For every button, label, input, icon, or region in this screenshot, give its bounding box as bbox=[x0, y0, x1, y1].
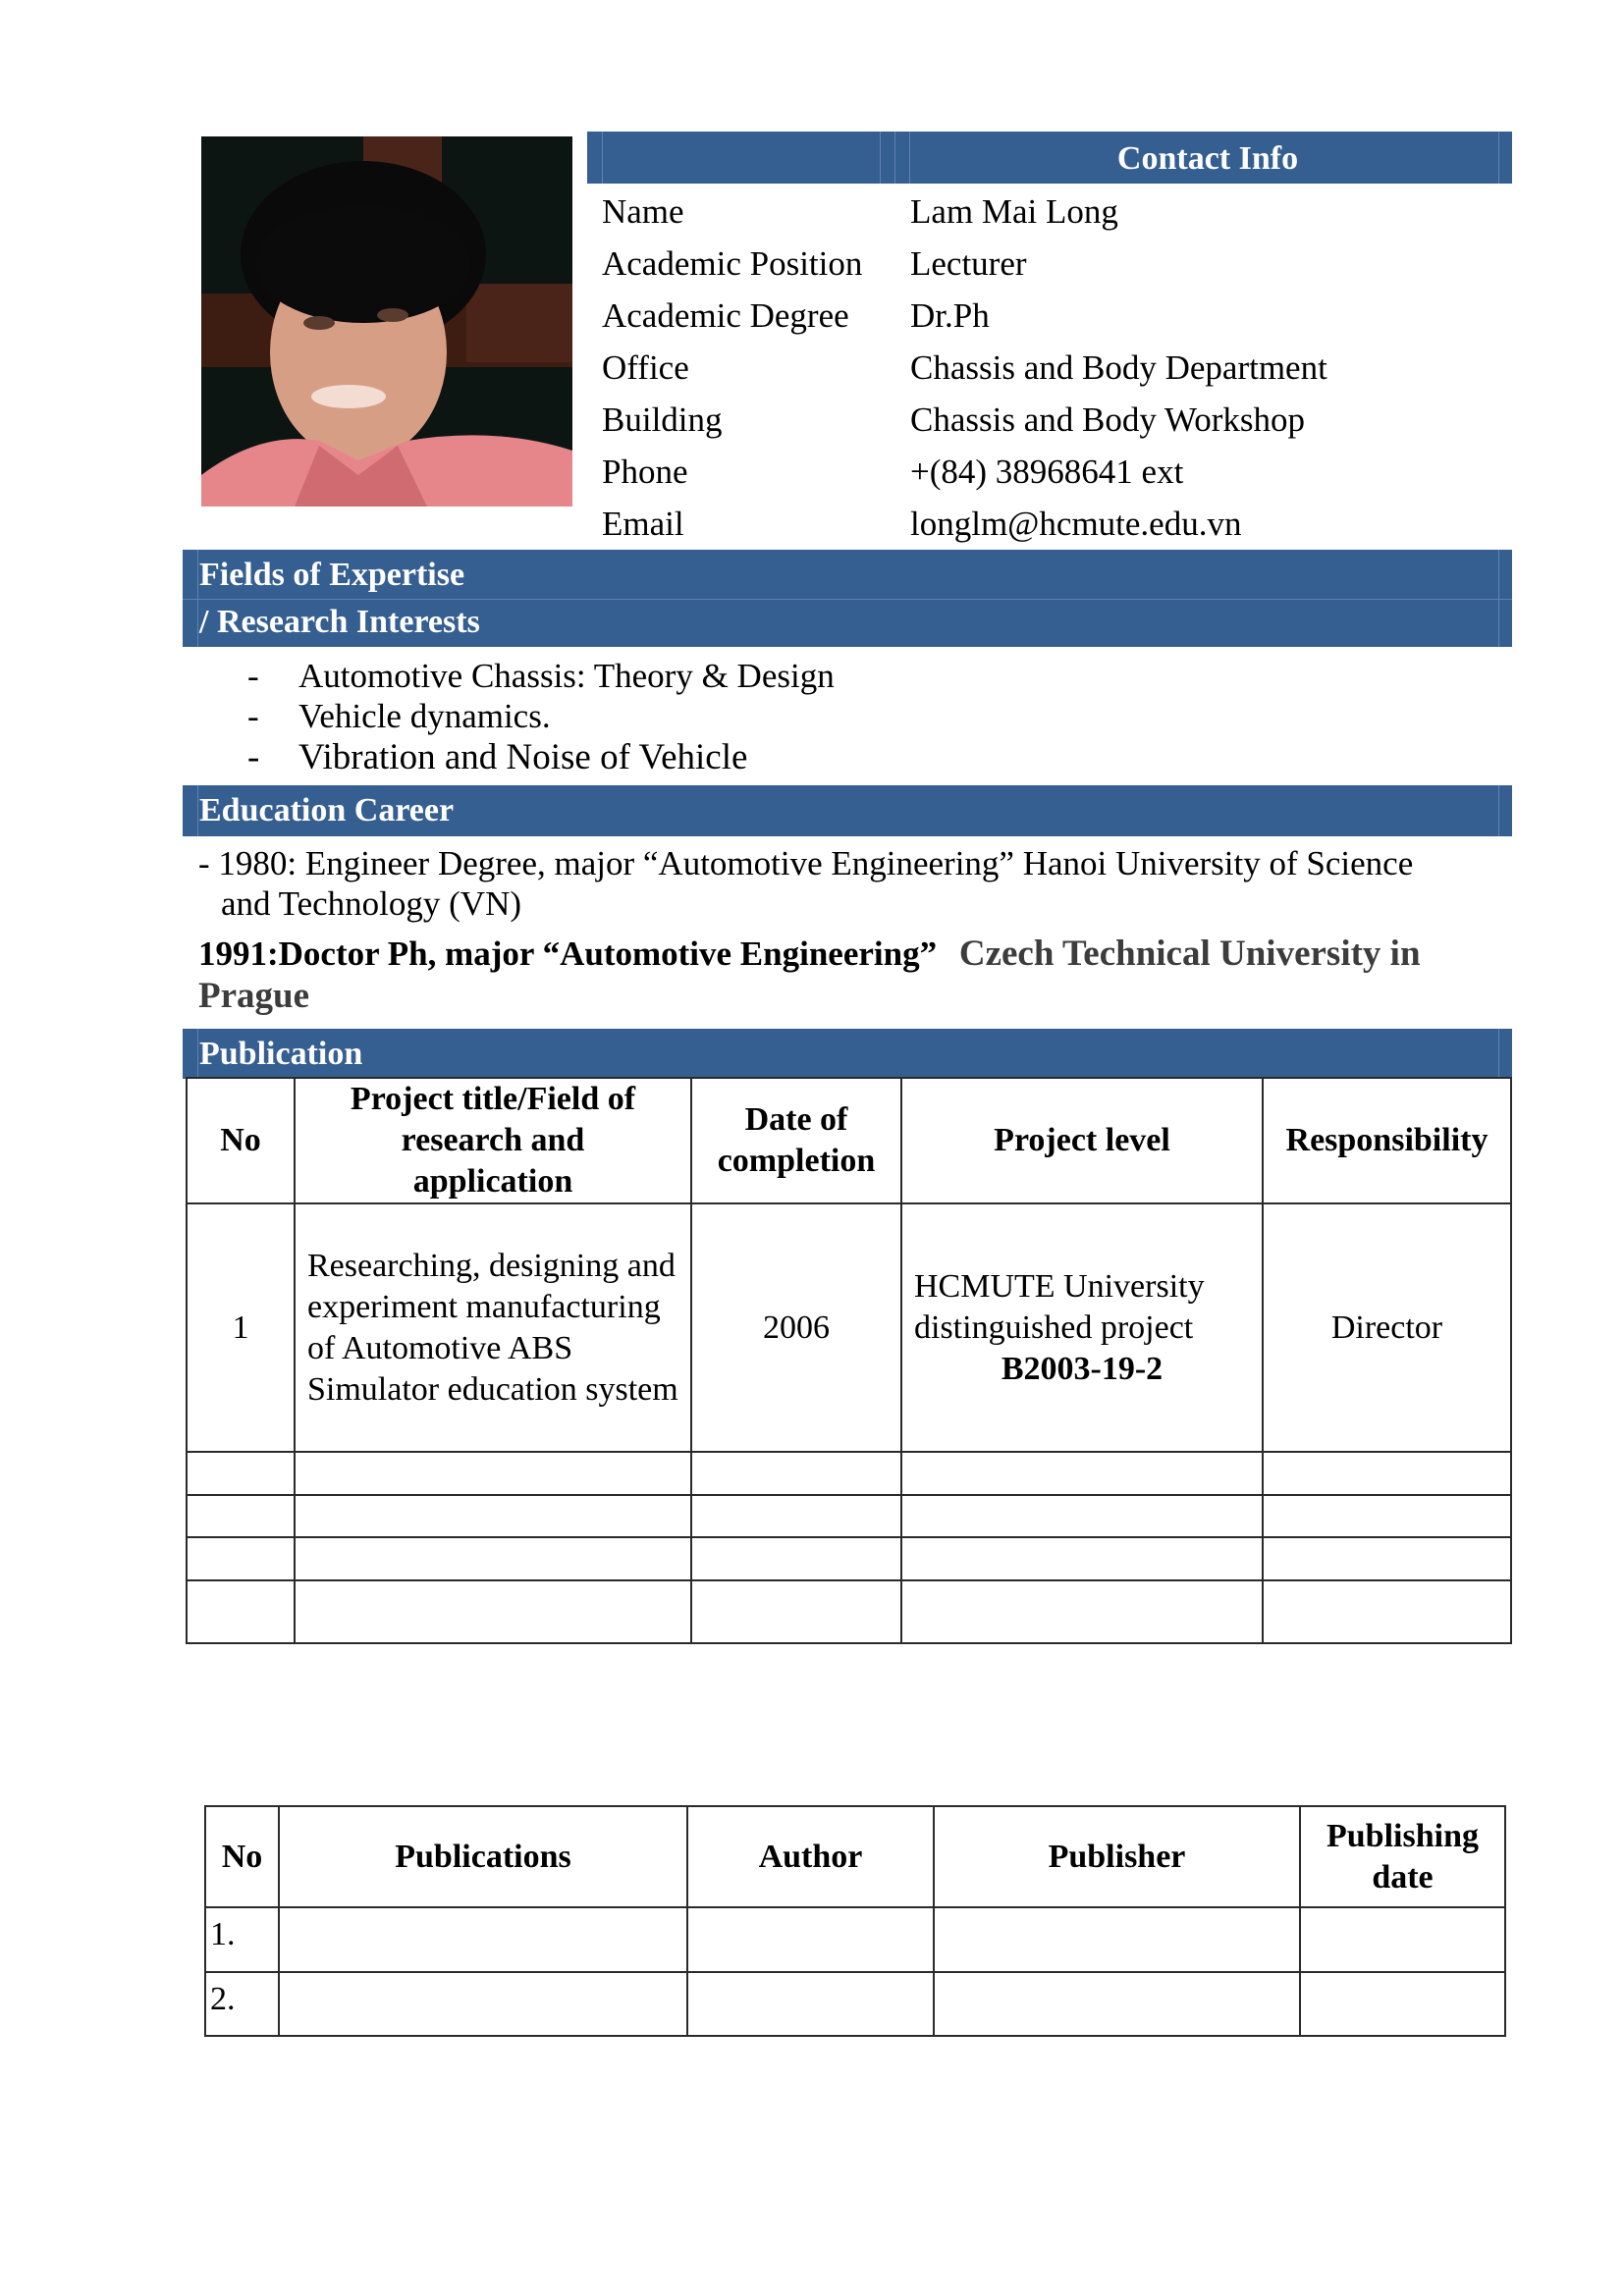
contact-row-phone bbox=[602, 454, 1515, 507]
publications-table bbox=[204, 1805, 1506, 2037]
publications-header-row bbox=[205, 1806, 1505, 1907]
column-header-project-level: Project level bbox=[901, 1078, 1263, 1203]
education-entry-1991 bbox=[198, 935, 1421, 972]
contact-label: Academic Position bbox=[602, 244, 863, 283]
column-header-no: No bbox=[187, 1078, 295, 1203]
column-header-author: Author bbox=[687, 1806, 934, 1907]
cell-publication bbox=[279, 1972, 687, 2036]
contact-row-office bbox=[602, 350, 1515, 402]
education-title: Education Career bbox=[199, 792, 455, 828]
contact-row-academic-degree bbox=[602, 298, 1515, 350]
contact-label: Office bbox=[602, 348, 689, 387]
expertise-header bbox=[183, 550, 1512, 647]
cell-date bbox=[1300, 1972, 1505, 2036]
column-header-publisher: Publisher bbox=[934, 1806, 1300, 1907]
projects-table bbox=[186, 1077, 1512, 1644]
projects-header-row bbox=[187, 1078, 1511, 1203]
contact-label: Academic Degree bbox=[602, 296, 849, 335]
table-row bbox=[205, 1972, 1505, 2036]
column-header-project-title: Project title/Field of research and application bbox=[295, 1078, 691, 1203]
contact-value: Chassis and Body Department bbox=[910, 348, 1327, 387]
cell-author bbox=[687, 1907, 934, 1972]
cell-publisher bbox=[934, 1907, 1300, 1972]
column-header-publishing-date: Publishing date bbox=[1300, 1806, 1505, 1907]
education-header bbox=[183, 785, 1512, 836]
contact-value: Lecturer bbox=[910, 244, 1027, 283]
project-code: B2003-19-2 bbox=[1001, 1350, 1164, 1387]
bullet-dash-icon: - bbox=[247, 697, 259, 735]
expertise-title-line1: Fields of Expertise bbox=[199, 557, 465, 593]
portrait-image bbox=[201, 136, 572, 507]
table-row-empty bbox=[187, 1580, 1511, 1643]
cell-author bbox=[687, 1972, 934, 2036]
cell-date bbox=[1300, 1907, 1505, 1972]
cell-no: 2. bbox=[205, 1972, 279, 2036]
cell-project-title: Researching, designing and experiment manufacturing of Automotive ABS Simulator education system bbox=[295, 1203, 691, 1452]
publication-header bbox=[183, 1029, 1512, 1079]
cell-no: 1 bbox=[187, 1203, 295, 1452]
bullet-dash-icon: - bbox=[247, 657, 259, 695]
column-header-responsibility: Responsibility bbox=[1263, 1078, 1511, 1203]
cell-project-level: HCMUTE University distinguished project B2003-19-2 bbox=[901, 1203, 1263, 1452]
table-row-empty bbox=[187, 1495, 1511, 1537]
contact-row-academic-position bbox=[602, 246, 1515, 298]
cell-publication bbox=[279, 1907, 687, 1972]
education-entry-1991-cont: Prague bbox=[198, 976, 310, 1016]
contact-info-header bbox=[587, 132, 1512, 184]
cell-publisher bbox=[934, 1972, 1300, 2036]
publication-title: Publication bbox=[199, 1036, 363, 1072]
table-row bbox=[187, 1203, 1511, 1452]
cell-date: 2006 bbox=[691, 1203, 901, 1452]
contact-value: Chassis and Body Workshop bbox=[910, 400, 1305, 439]
contact-label: Name bbox=[602, 192, 684, 231]
contact-row-name bbox=[602, 194, 1515, 246]
column-header-date: Date of completion bbox=[691, 1078, 901, 1203]
profile-photo bbox=[201, 136, 572, 507]
column-header-no: No bbox=[205, 1806, 279, 1907]
education-entry-1980: - 1980: Engineer Degree, major “Automotive Engineering” Hanoi University of Science bbox=[198, 844, 1414, 882]
table-row bbox=[205, 1907, 1505, 1972]
contact-row-building bbox=[602, 402, 1515, 454]
contact-value: Lam Mai Long bbox=[910, 192, 1118, 231]
contact-label: Email bbox=[602, 505, 684, 543]
expertise-title-line2: / Research Interests bbox=[199, 604, 480, 640]
education-institution: Czech Technical University in bbox=[958, 934, 1421, 974]
contact-info-title: Contact Info bbox=[1116, 140, 1299, 177]
education-degree: 1991:Doctor Ph, major “Automotive Engineering” bbox=[198, 934, 938, 973]
bullet-dash-icon: - bbox=[247, 737, 260, 777]
cell-responsibility: Director bbox=[1263, 1203, 1511, 1452]
contact-label: Phone bbox=[602, 453, 688, 491]
contact-email-link[interactable]: longlm@hcmute.edu.vn bbox=[910, 505, 1242, 543]
education-entry-1980-cont: and Technology (VN) bbox=[221, 884, 521, 923]
contact-label: Building bbox=[602, 400, 723, 439]
column-header-publications: Publications bbox=[279, 1806, 687, 1907]
cell-no: 1. bbox=[205, 1907, 279, 1972]
table-row-empty bbox=[187, 1452, 1511, 1495]
contact-value: Dr.Ph bbox=[910, 296, 990, 335]
table-row-empty bbox=[187, 1537, 1511, 1580]
contact-value: +(84) 38968641 ext bbox=[910, 453, 1184, 491]
